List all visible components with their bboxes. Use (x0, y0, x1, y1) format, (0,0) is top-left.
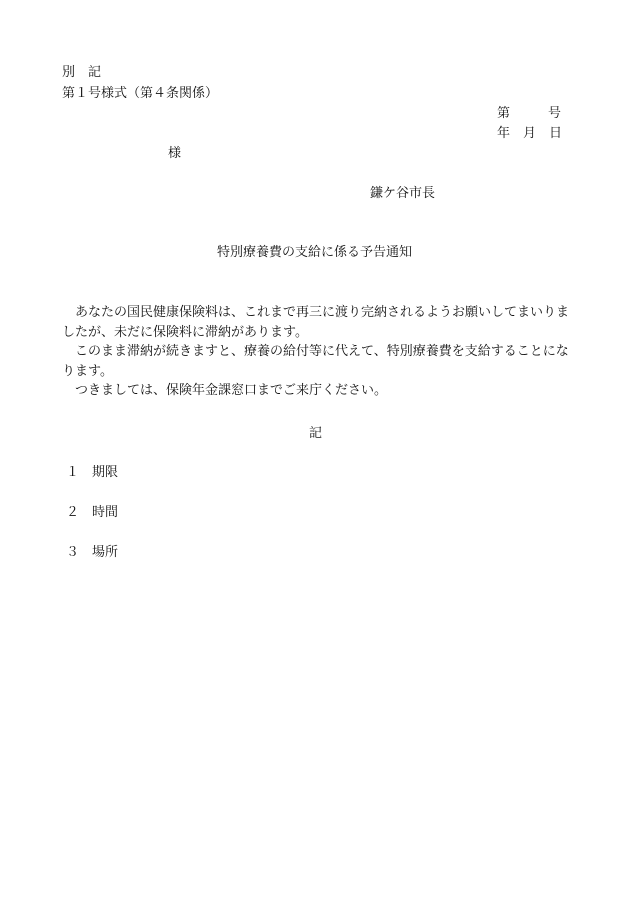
item-label: 場所 (92, 545, 119, 560)
item-number: ２ (66, 505, 80, 520)
appendix-label: 別 記 (62, 65, 102, 80)
item-number: ３ (66, 545, 80, 560)
item-label: 時間 (92, 505, 119, 520)
list-item (66, 506, 118, 519)
recipient-honorific: 様 (168, 146, 182, 161)
doc-number-prefix: 第 (497, 106, 511, 121)
form-label: 第１号様式（第４条関係） (62, 86, 219, 101)
doc-number-suffix: 号 (548, 106, 562, 121)
notice-body (62, 303, 572, 401)
list-item (66, 466, 118, 479)
issuer-name: 鎌ケ谷市長 (370, 186, 436, 201)
body-paragraph: あなたの国民健康保険料は、これまで再三に渡り完納されるようお願いしてまいりましたが、未だに保険料に滞納があります。 (62, 305, 570, 340)
item-label: 期限 (92, 465, 119, 480)
list-item (66, 546, 118, 559)
body-paragraph: このまま滞納が続きますと、療養の給付等に代えて、特別療養費を支給することになります。 (62, 344, 569, 379)
body-paragraph: つきましては、保険年金課窓口までご来庁ください。 (75, 383, 388, 398)
ki-heading: 記 (309, 426, 323, 441)
document-title: 特別療養費の支給に係る予告通知 (217, 245, 413, 260)
doc-date: 年 月 日 (497, 126, 563, 141)
item-number: １ (66, 465, 80, 480)
